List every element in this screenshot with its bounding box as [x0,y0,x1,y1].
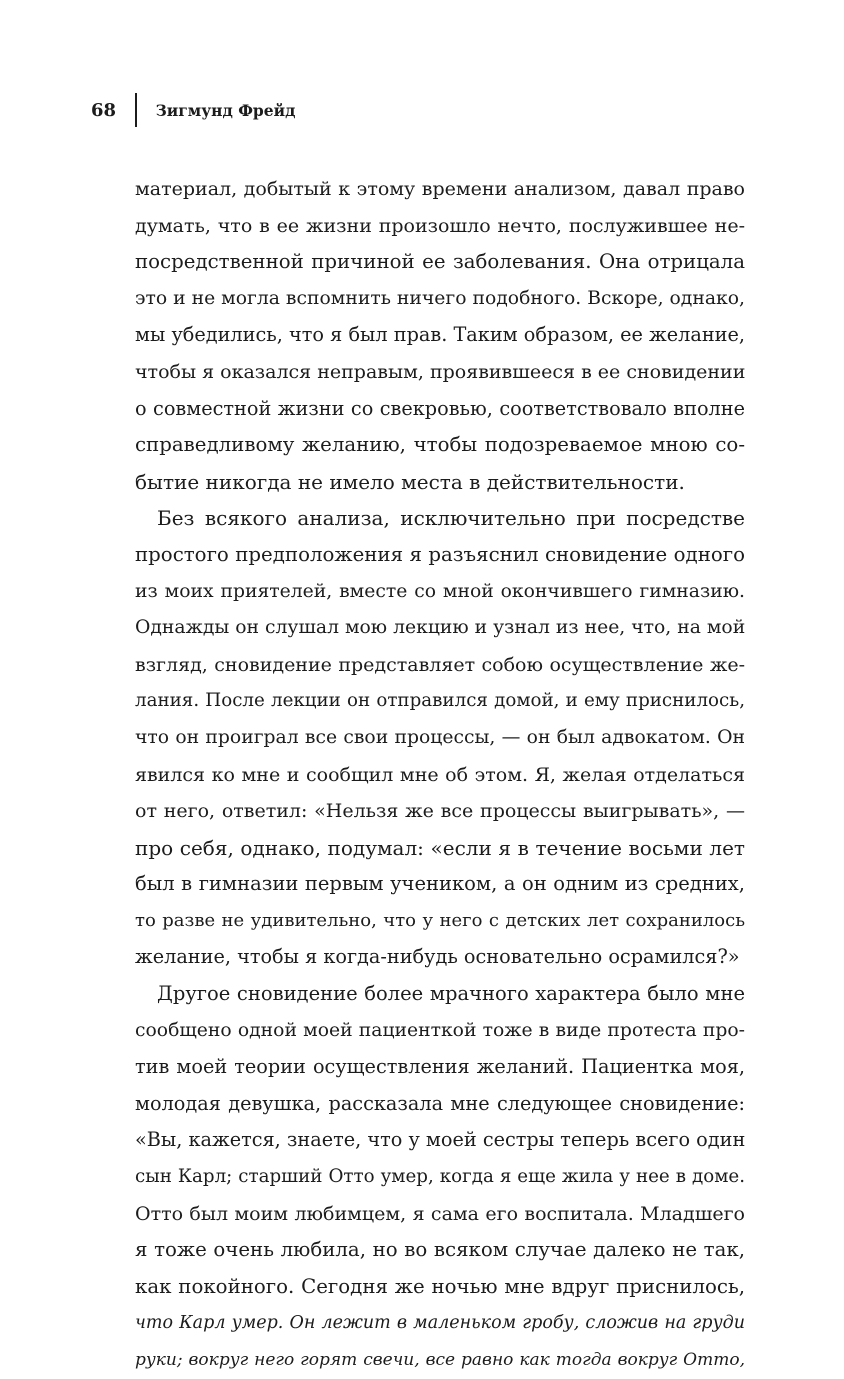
running-header [91,93,295,127]
text-line: от него, ответил: «Нельзя же все процессы выигрывать», — [135,800,745,823]
text-line: это и не могла вспомнить ничего подобного. Вскоре, однако, [135,287,745,309]
text-line: думать, что в ее жизни произошло нечто, послужившее не- [135,214,745,237]
page-number: 68 [91,99,117,121]
text-line: простого предположения я разъяснил сновидение одного [135,542,745,566]
text-line: Однажды он слушал мою лекцию и узнал из нее, что, на мой [135,617,746,639]
running-head-author: Зигмунд Фрейд [155,100,296,120]
text-line: Отто был моим любимцем, я сама его воспитала. Младшего [135,1202,745,1225]
text-line: материал, добытый к этому времени анализом, давал право [135,178,745,200]
text-line: справедливому желанию, чтобы подозреваемое мною со- [135,433,745,457]
text-line: как покойного. Сегодня же ночью мне вдруг приснилось, [135,1274,745,1298]
text-line: я тоже очень любила, но во всяком случае далеко не так, [135,1238,745,1262]
text-line: сын Карл; старший Отто умер, когда я еще жила у нее в доме. [135,1166,745,1188]
italic-text-line: что Карл умер. Он лежит в маленьком гробу, сложив на груди [135,1313,745,1334]
text-line: бытие никогда не имело места в действительности. [135,469,685,494]
text-line: про себя, однако, подумал: «если я в течение восьми лет [135,835,745,860]
text-line: взгляд, сновидение представляет собою осуществление же- [135,653,745,676]
paragraph-first-line: Другое сновидение более мрачного характера было мне [157,982,745,1006]
text-line: молодая девушка, рассказала мне следующее сновидение: [135,1091,745,1115]
text-line: то разве не удивительно, что у него с детских лет сохранилось [135,909,745,931]
body-text [135,171,745,1379]
text-line: из моих приятелей, вместе со мной окончившего гимназию. [135,580,745,602]
text-line: мы убедились, что я был прав. Таким образом, ее желание, [135,323,745,347]
text-line: желание, чтобы я когда-нибудь основательно осрамился?» [135,945,740,969]
header-divider [135,93,137,127]
text-line: что он проиграл все свои процессы, — он был адвокатом. Он [135,726,745,748]
text-line: чтобы я оказался неправым, проявившееся в ее сновидении [135,360,746,383]
text-line: сообщено одной моей пациенткой тоже в виде протеста про- [135,1019,745,1041]
text-line: посредственной причиной ее заболевания. Она отрицала [135,250,745,274]
text-line: «Вы, кажется, знаете, что у моей сестры теперь всего один [135,1128,746,1152]
text-line: явился ко мне и сообщил мне об этом. Я, желая отделаться [135,763,745,786]
text-line: лания. После лекции он отправился домой, и ему приснилось, [135,690,745,712]
italic-text-line: руки; вокруг него горят свечи, все равно как тогда вокруг Отто, [135,1350,745,1370]
text-line: был в гимназии первым учеником, а он одним из средних, [135,872,745,896]
paragraph-first-line: Без всякого анализа, исключительно при посредстве [157,506,745,531]
text-line: о совместной жизни со свекровью, соответствовало вполне [135,396,745,420]
text-line: тив моей теории осуществления желаний. Пациентка моя, [135,1055,745,1079]
